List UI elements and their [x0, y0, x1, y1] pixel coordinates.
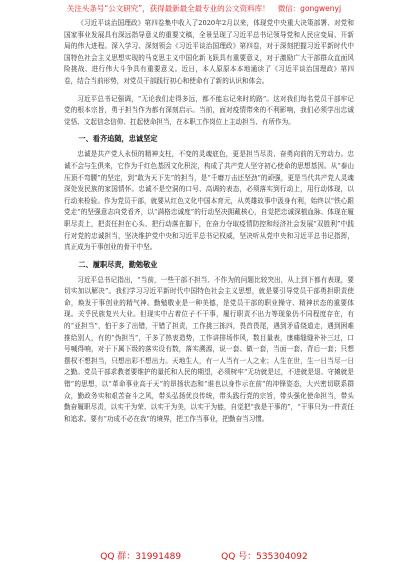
body-paragraph: 习近平总书记指出，“当前，一些干部不担当、不作为的问题比较突出，从上到下都有表现，要切实加以解决”。我们学习习近平新时代中国特色社会主义思想，就是要引导党员干部勇担职责使命，焕发干事创业的精气神。勤勉敬业是一种美德，是党员干部的职业操守、精神状态的重要体现。关乎民族复兴大业。但现实中占着位子不干事，履行职责不出力等现象仍不同程度存在，有的“亚担当”，怕干多了出错，干错了担责，工作挑三拣四，畏首畏尾，遇到矛盾绕道走，遇到困难推给别人，有的“伪担当”，干多了热衷造势，工作讲排场作风，数目量表，康痛缝缝补补三过，口号喊得响，对于下属下级的落实设有数，落实溯源，说一套、做一套，当面一套、背后一套；只想摆权不想担当，只想出彩不想出力。天地生人，有一人当有一人之业；人生在世，生一日当尽一日之勤。党员干部求教者要维护的量托和人民的期望，必须树牢“无功就是过，不进就是退、守摊就是错”的思想，以“革命事业高于天”的昂扬状态和“谁也以身作示在前”的冲锋姿态，大兴密切联系群众，勤政务实和艰苦奋斗之风，带头弘扬优良传统，带头践行党的宗旨，带头强化使命担当，带头勤奋履职尽责，以实干为荣、以实干为美，以实干为能，自觉把“我是干事的”，“干事只为一件责任和追求。要有“功成不必在我”的境界，把工作当事业，把勤奋当习惯。	[64, 275, 354, 423]
intro-paragraph: 《习近平谈治国理政》第四卷集中收入了2020年2月以来，体现党中央重大决策部署、对党和国家事业发展具有深远指导意义的重要文稿，全景呈现了习近平总书记领导党和人民应变局、开新局的伟大进程。深入学习、深刻领会《习近平谈治国理政》第四卷，对于深刻把握习近平新时代中国特色社会主义思想实现的马克思主义中国化新飞跃具有重要意义，对于激励广大干部群众直面风险挑战、进行伟大斗争具有重要意义。近日，本人原原本本地通读了《习近平谈治国理政》第四卷，结合当前形势，对党员干部践行初心和使命有了新的认识和体会。	[64, 19, 354, 85]
qq-number: QQ 号：535304092	[221, 552, 308, 562]
contact-footer	[0, 548, 408, 566]
promo-banner-text: 关注头条号“公文研究”，获得最新最全最专业的公文资料库！	[66, 4, 270, 13]
body-paragraph: 忠诚是共产党人永恒的精神支柱，不变的灵魂底色，更是担当尽责、奋勇向前的无穷动力。忠诚不会与生俱来，它作为千红色基因文化积淀，构成了共产党人坚守初心使命的思想基因。从“泰山压顶不弯腰”的坚定，到“敢为天下先”的担当，是“千磨万击还坚劲”的顽强，更是当代共产党人灵魂深处发民族的家国情怀。忠诚不是空洞的口号、高调的表态，必须落实到行动上，用行动体现，以行动来检验。作为党员干部，就要从红色文化中国本育元，从英雄故事中汲身有利，始终以“铁心跟党走”的坚强意志向党看齐，以“满格忠诚度”的行动坚决拥戴核心，自觉把忠诚深植血脉、体现在履职尽责上，把责任担在心头、把行动落在脚下，在奋力夺取疫情防控和经济社会发展“双胜利”中践行对党的忠诚担当，坚决维护党中央和习近平总书记权威，坚决听从党中央和习近平总书记指挥，真正成为干事创业的骨干中坚。	[64, 150, 354, 252]
promo-banner	[0, 2, 408, 16]
section-heading: 二、履职尽责，勤勉敬业	[78, 259, 158, 269]
section-heading: 一、看齐追随，忠诚坚定	[78, 134, 158, 144]
wechat-id: 微信：gongwenyj	[277, 4, 342, 13]
article-body	[64, 18, 354, 538]
qq-group: QQ 群：31991489	[100, 552, 182, 562]
intro-paragraph: 习近平总书记强调，“无论我们走得多远，都不能忘记来时的路”。这对我们每名党员干部牢记党的根本宗旨，勇于担当作为都有深刻启示。当前，面对疫情带来的不利影响，我们必须学出忠诚觉悟、文起信念信仰、扛起使命担当，在本职工作岗位上主动担当、有所作为。	[64, 94, 354, 126]
